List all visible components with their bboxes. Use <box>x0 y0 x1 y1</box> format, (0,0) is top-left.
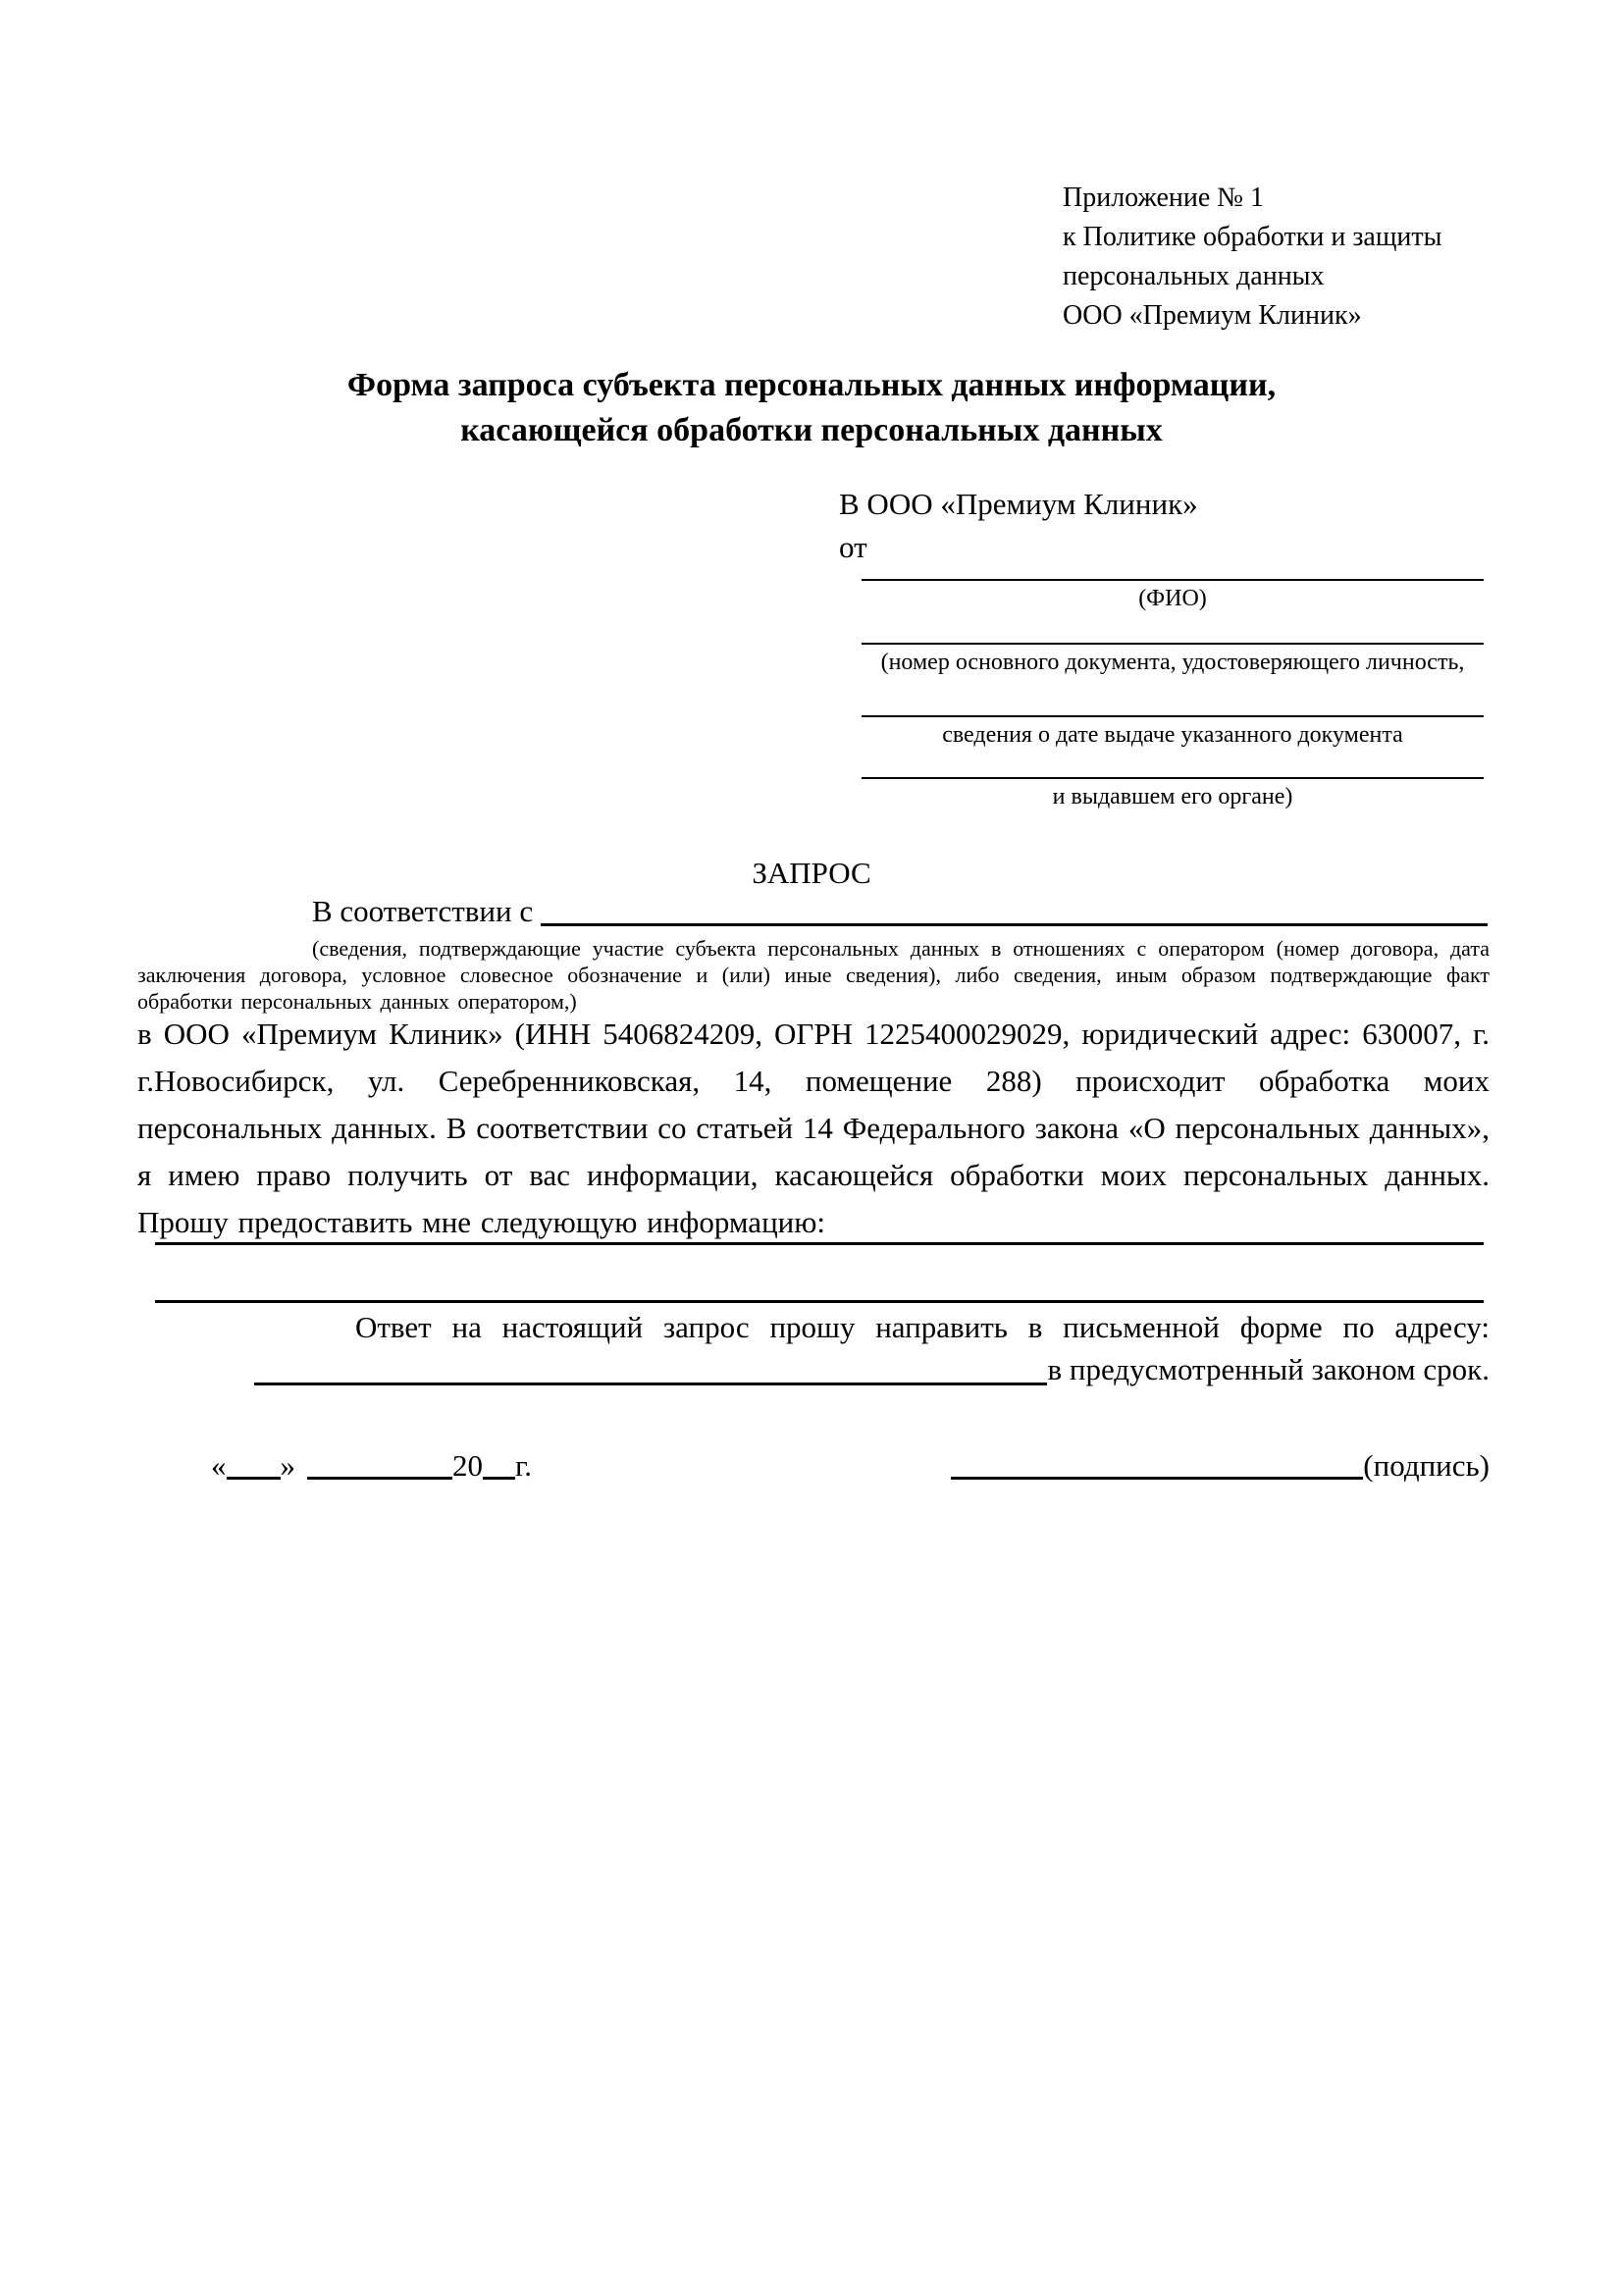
accordance-label: В соответствии с <box>312 894 534 928</box>
accordance-line <box>137 891 1488 932</box>
addressee-to: В ООО «Премиум Клиник» <box>839 487 1198 521</box>
issue-date-caption: сведения о дате выдаче указанного документа <box>942 722 1403 748</box>
addressee-from-label: от <box>839 530 867 564</box>
note-text: (сведения, подтверждающие участие субъекта персональных данных в отношениях с оператором (номер договора, дата заключения договора, условное словесное обозначение и (или) иные сведения), либо сведения, иным образом подтверждающие факт обработки персональных данных оператором,) <box>137 936 1490 1014</box>
reply-paragraph: Ответ на настоящий запрос прошу направить в письменной форме по адресу: <box>355 1310 1490 1344</box>
date-month-blank <box>307 1451 452 1480</box>
document-number-caption: (номер основного документа, удостоверяющего личность, <box>880 650 1465 675</box>
request-heading: ЗАПРОС <box>752 856 871 890</box>
document-number-field <box>862 643 1484 677</box>
reply-address-line <box>137 1348 1490 1391</box>
issuing-authority-field <box>862 777 1484 811</box>
date-open-quote: « <box>211 1448 227 1483</box>
title-line-1: Форма запроса субъекта персональных данных информации, <box>346 367 1277 403</box>
appendix-block <box>1063 179 1524 336</box>
issue-date-field <box>862 715 1484 750</box>
info-blank-line-2 <box>155 1300 1484 1303</box>
signature-caption: (подпись) <box>1363 1448 1490 1483</box>
date-year-suffix: г. <box>515 1448 532 1483</box>
date-line <box>211 1444 532 1487</box>
body-paragraph: в ООО «Премиум Клиник» (ИНН 5406824209, ОГРН 1225400029029, юридический адрес: 630007, г. г.Новосибирск, ул. Серебренниковская, 14, помещение 288) происходит обработка моих персональных данных. В соответствии со статьей 14 Федерального закона «О персональных данных», я имею право получить от вас информации, касающейся обработки моих персональных данных. Прошу предоставить мне следующую информацию: <box>137 1017 1490 1239</box>
date-day-blank <box>227 1451 281 1480</box>
date-close-quote: » <box>280 1448 295 1483</box>
reply-address-blank-line <box>254 1348 1047 1385</box>
issuing-authority-caption: и выдавшем его органе) <box>1052 784 1293 809</box>
date-year-prefix: 20 <box>452 1448 483 1483</box>
fio-caption: (ФИО) <box>1138 586 1207 611</box>
date-signature-row <box>137 1444 1490 1487</box>
accordance-blank-line <box>541 891 1488 926</box>
appendix-line-4: ООО «Премиум Клиник» <box>1063 300 1362 331</box>
signature-line <box>951 1444 1490 1487</box>
signature-blank-line <box>951 1451 1363 1480</box>
date-year-blank <box>483 1451 515 1480</box>
fio-field <box>862 579 1484 613</box>
reply-address-spacer <box>137 1348 254 1391</box>
reply-tail-text: в предусмотренный законом срок. <box>1047 1352 1490 1386</box>
document-title <box>0 363 1623 453</box>
appendix-line-3: персональных данных <box>1063 261 1325 291</box>
info-blank-line-1 <box>155 1242 1484 1245</box>
appendix-line-1: Приложение № 1 <box>1063 183 1264 213</box>
appendix-line-2: к Политике обработки и защиты <box>1063 222 1442 252</box>
title-line-2: касающейся обработки персональных данных <box>460 412 1163 448</box>
